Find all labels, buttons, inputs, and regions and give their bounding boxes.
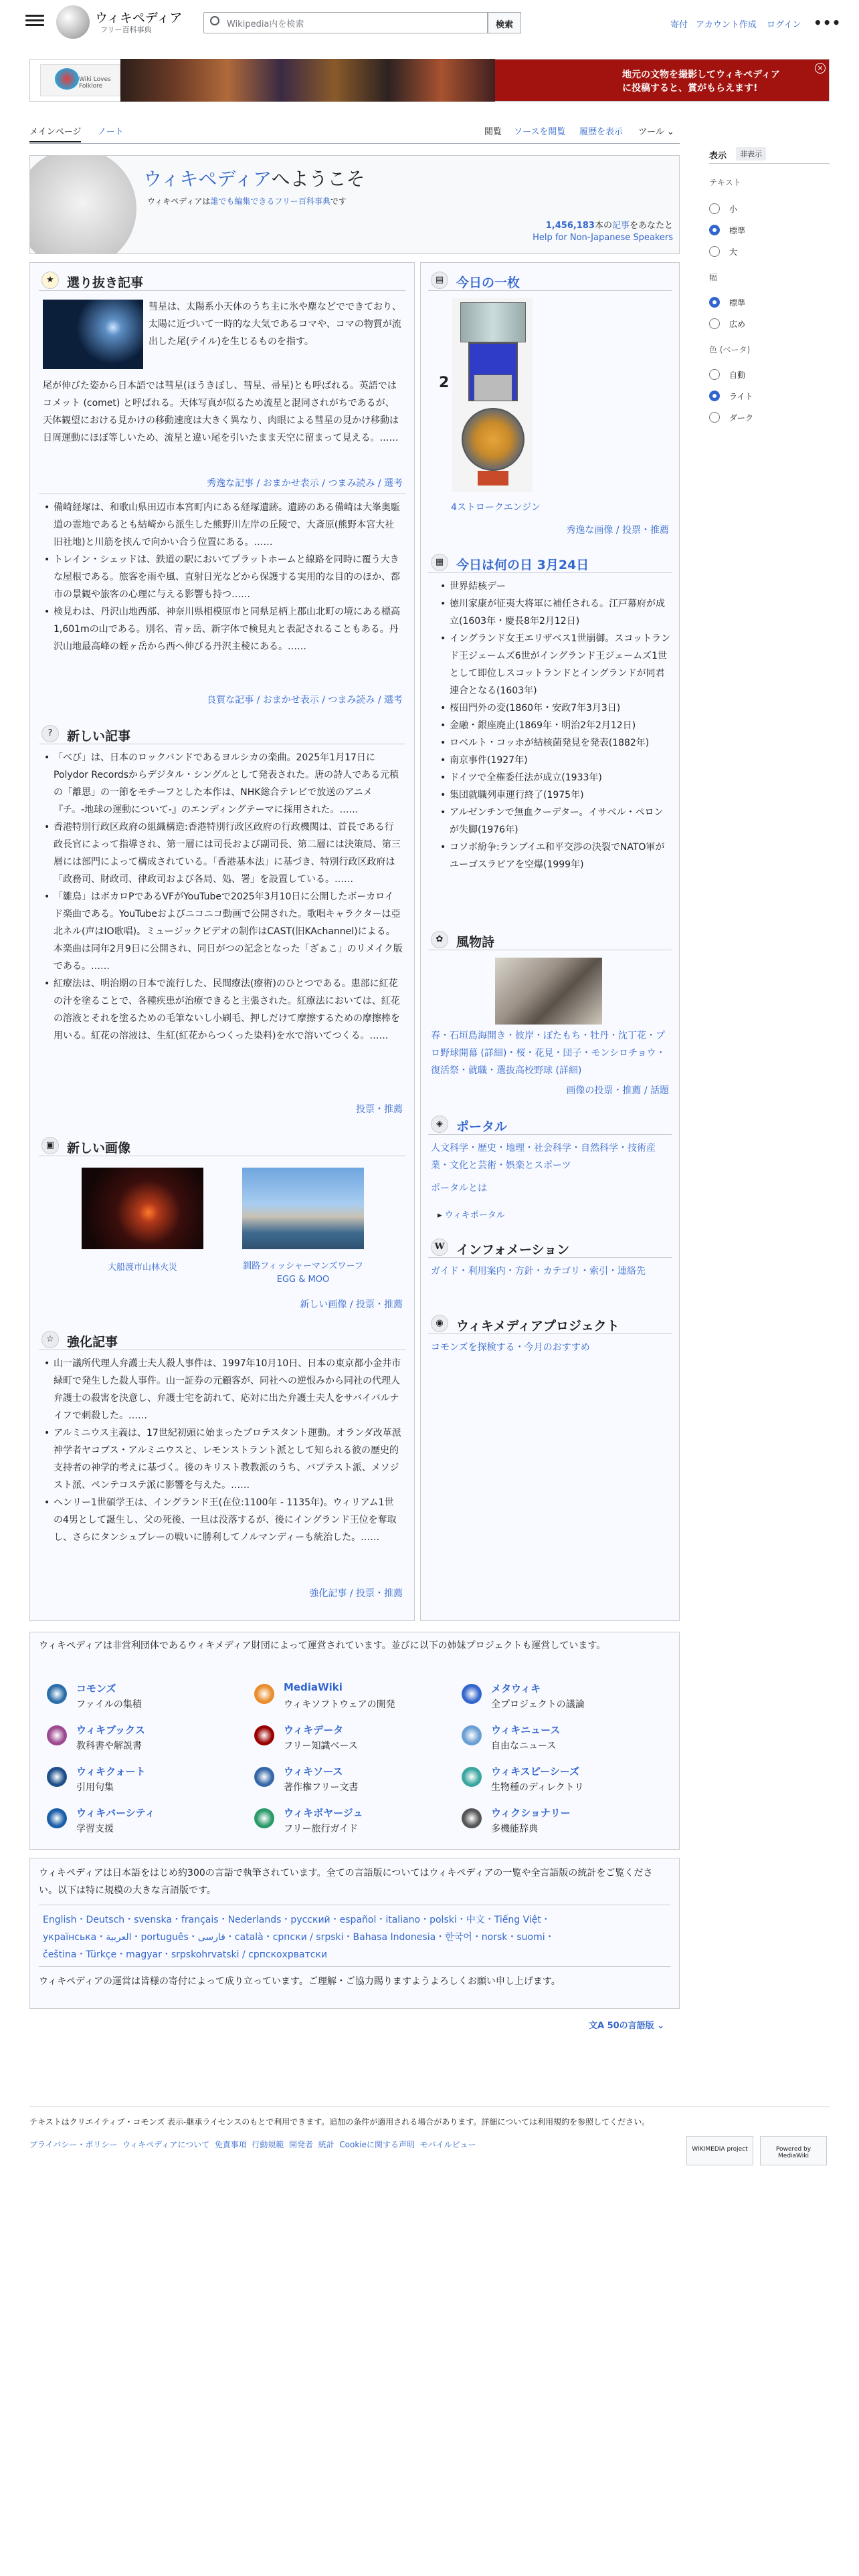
languages-line1[interactable]: English・Deutsch・svenska・français・Nederlands・русский・español・italiano・polski・中文・Tiếng Việt・ (43, 1915, 551, 1925)
portal-expand-label: ウィキポータル (444, 1210, 505, 1220)
reinforced-links[interactable]: 強化記事 / 投票・推薦 (309, 1588, 403, 1599)
hide-appearance-button[interactable]: 非表示 (736, 147, 766, 160)
seasonal-heading: 風物詩 (456, 935, 495, 950)
project-heading: ウィキメディアプロジェクト (456, 1319, 619, 1333)
sister-project-desc: 自由なニュース (491, 1741, 557, 1751)
engine-crank (462, 408, 524, 471)
new-articles-links[interactable]: 投票・推薦 (356, 1104, 403, 1115)
list-item: • 「べび」は、日本のロックバンドであるヨルシカの楽曲。2025年1月17日にPolydor Recordsからデジタル・シングルとして発表された。唐の詩人である元稹の「離思」の一節をモチーフとした本作は、NHK総合テレビで放送のアニメ『チ。-地球の運動について-』のエンディングテーマに採用された。…… (43, 749, 403, 819)
wikimedia-badge[interactable] (686, 2136, 753, 2165)
welcome-title-link[interactable]: ウィキペディア (143, 168, 272, 190)
languages-divider-2 (39, 1966, 670, 1967)
list-item: • 「雛鳥」はボカロPであるVFがYouTubeで2025年3月10日に公開したボーカロイド楽曲である。YouTubeおよびニコニコ動画で公開された。歌唱キャラクターは亞北ネル(声はIO歌唱)。ミュージックビデオの制作はCAST(旧KAchannel)による。本楽曲は同年2月9日に公開され、同日がつの記念となった「ざぁこ」のリメイク版である。…… (43, 888, 403, 975)
site-title[interactable]: ウィキペディア (95, 11, 183, 25)
sister-project-icon[interactable] (254, 1684, 274, 1704)
list-item: • 世界結核デー (439, 578, 672, 595)
picture-icon: ▤ (431, 272, 448, 289)
chevron-down-icon: ⌄ (657, 2021, 665, 2031)
sister-project-name[interactable]: ウィキボヤージュ (284, 1807, 363, 1819)
site-tagline: フリー百科事典 (100, 25, 152, 34)
login-link[interactable]: ログイン (767, 20, 801, 30)
text-size-small-radio[interactable] (709, 203, 720, 214)
reinforced-list (43, 1355, 403, 1546)
list-item: • 徳川家康が征夷大将軍に補任される。江戸幕府が成立(1603年・慶長8年2月12日) (439, 595, 672, 630)
tab-tools[interactable] (638, 124, 674, 137)
list-item: • コソボ紛争:ランブイエ和平交渉の決裂でNATO軍がユーゴスラビアを空爆(1999年) (439, 839, 672, 873)
list-item: • 備崎経塚は、和歌山県田辺市本宮町内にある経塚遺跡。遺跡のある備崎は大峯奥駈道の霊地であるとも結崎から派生した熊野川左岸の丘陵で、大斎原(熊野本宮大社旧社地)と川筋を挟んで向かい合う位置にある。…… (43, 499, 403, 551)
featured-lead: 彗星は、太陽系小天体のうち主に氷や塵などでできており、太陽に近づいて一時的な大気であるコマや、コマの物質が流出した尾(テイル)を生じるものを指す。 (149, 302, 401, 347)
color-label: 色 (ベータ) (709, 345, 751, 354)
welcome-sub-post: です (330, 197, 347, 206)
sister-project-desc: フリー知識ベース (284, 1741, 358, 1751)
featured-heading: 選り抜き記事 (67, 276, 144, 290)
sister-project-desc: 著作権フリー文書 (284, 1782, 359, 1793)
list-item: • アルミニウス主義は、17世紀初頭に始まったプロテスタント運動。オランダ改革派神学者ヤコブス・アルミニウスと、レモンストラント派として知られる彼の歴史的支持者の神学的考えに基づく。後のキリスト教教派のうち、バプテスト派、メソジスト派、ペンテコステ派に影響を与えた。…… (43, 1424, 403, 1494)
banner-text[interactable] (622, 68, 780, 95)
sister-project-name[interactable]: MediaWiki (284, 1681, 343, 1693)
donate-link[interactable]: 寄付 (670, 20, 688, 30)
new-images-links[interactable]: 新しい画像 / 投票・推薦 (300, 1299, 403, 1310)
sister-project-icon[interactable] (254, 1725, 274, 1745)
list-item: • ヘンリー1世碩学王は、イングランド王(在位:1100年 - 1135年)。ウィリアム1世の4男として誕生し、父の死後、一旦は没落するが、後にイングランド王位を奪取し、さらにタンシュブレーの戦いに勝利してノルマンディーも統治した。…… (43, 1494, 403, 1546)
wikipedia-w-icon: W (431, 1239, 448, 1256)
sister-project-desc: 生物種のディレクトリ (491, 1782, 584, 1793)
today-list (439, 578, 672, 873)
anyone-can-edit-link[interactable]: 誰でも編集できる (210, 197, 275, 206)
list-item: • 紅療法は、明治期の日本で流行した、民間療法(療術)のひとつである。患部に紅花の汁を塗ることで、各種疾患が治療できると主張された。紅療法においては、紅花の溶液とそれを塗るための毛筆ないし小刷毛、押しだけて摩擦するための摩擦棒を用いる。紅花の溶液は、生紅(紅花からつくった染料)を水で溶いてつくる。…… (43, 975, 403, 1045)
main-menu-button[interactable] (25, 12, 44, 31)
width-label: 幅 (709, 273, 718, 282)
sister-project-icon[interactable] (47, 1808, 67, 1828)
translate-icon: 文A (589, 2021, 605, 2031)
sister-project-name[interactable]: ウィキバーシティ (76, 1807, 155, 1819)
engine-head (460, 302, 526, 342)
languages-intro: ウィキペディアは日本語をはじめ約300の言語で執筆されています。全ての言語版についてはウィキペディアの一覧や全言語版の統計をご覧ください。以下は特に規模の大きな言語版です。 (39, 1868, 653, 1896)
potd-divider (428, 290, 672, 291)
sister-project-desc: 学習支援 (76, 1824, 114, 1834)
text-size-large-radio[interactable] (709, 246, 720, 257)
text-size-label: テキスト (709, 178, 741, 187)
seasonal-links[interactable]: 画像の投票・推薦 / 話題 (566, 1085, 669, 1096)
sister-project-desc: 引用句集 (76, 1782, 114, 1793)
site-header (0, 0, 859, 47)
flower-icon: ✿ (431, 931, 448, 948)
potd-caption[interactable]: 4ストロークエンジン (451, 502, 541, 513)
sister-project-name[interactable]: コモンズ (76, 1683, 116, 1695)
help-non-japanese-link[interactable]: Help for Non-Japanese Speakers (533, 233, 673, 243)
list-item: • ドイツで全権委任法が成立(1933年) (439, 769, 672, 786)
list-item: • 金融・銀座廃止(1869年・明治2年2月12日) (439, 717, 672, 734)
appearance-divider (709, 163, 830, 164)
article-count (428, 218, 673, 231)
portal-heading[interactable]: ポータル (456, 1119, 508, 1134)
color-dark-label: ダーク (729, 413, 754, 423)
image-caption[interactable]: 釧路フィッシャーマンズワーフEGG & MOO (243, 1261, 363, 1285)
banner-text-line2: に投稿すると、賞がもらえます! (622, 83, 758, 94)
star-outline-icon: ☆ (41, 1331, 59, 1348)
color-auto-radio[interactable] (709, 369, 720, 380)
portal-about-link[interactable]: ポータルとは (431, 1183, 487, 1194)
sister-project-name[interactable]: ウィキブックス (76, 1724, 145, 1736)
wikimedia-icon: ◉ (431, 1315, 448, 1332)
tab-main-page[interactable]: メインページ (29, 124, 81, 142)
portal-icon: ◈ (431, 1115, 448, 1133)
seasonal-text[interactable]: 春・石垣島海開き・彼岸・ぼたもち・牡丹・沈丁花・プロ野球開幕 (詳細)・桜・花見・団子・モンシロチョウ・復活祭・就職・選抜高校野球 (詳細) (431, 1031, 666, 1076)
project-divider (428, 1333, 672, 1334)
potd-heading[interactable]: 今日の一枚 (456, 276, 520, 290)
color-dark-radio[interactable] (709, 412, 720, 423)
image-caption[interactable]: 大船渡市山林火災 (107, 1263, 177, 1273)
list-item: • イングランド女王エリザベス1世崩御。スコットランド王ジェームズ6世がイングランド王ジェームズ1世として即位しスコットランドとイングランドが同君連合となる(1603年) (439, 630, 672, 700)
tab-read[interactable]: 閲覧 (484, 127, 502, 137)
image-icon: ▣ (41, 1137, 59, 1154)
wikipedia-globe-icon (29, 155, 136, 254)
list-item: • 香港特別行政区政府の組織構造:香港特別行政区政府の行政機関は、首長である行政長官によって指導され、第一層には司長および副司長、第二層には決策局、第三層には部門によって構成されている。「香港基本法」に基づき、特別行政区政府は「政務司、財政司、律政司および各局、処、署」を設置している。…… (43, 819, 403, 888)
languages-line2[interactable]: українська・العربية・português・فارسی・català・српски / srpski・Bahasa Indonesia・한국어・norsk・suomi・ (43, 1932, 555, 1943)
text-size-standard-radio[interactable] (709, 225, 720, 235)
text-size-standard-label: 標準 (729, 226, 746, 235)
featured-divider (39, 290, 405, 291)
question-icon: ? (41, 725, 59, 742)
banner-photo (120, 59, 495, 102)
list-item: • ロベルト・コッホが結核菌発見を発表(1882年) (439, 734, 672, 752)
list-item: • アルゼンチンで無血クーデター。イサベル・ペロンが失脚(1976年) (439, 804, 672, 839)
color-light-label: ライト (729, 392, 753, 401)
languages-line3[interactable]: čeština・Türkçe・magyar・srpskohrvatski / српскохрватски (43, 1949, 327, 1960)
welcome-subtitle (147, 195, 347, 207)
engine-base (478, 471, 508, 486)
bird-image[interactable] (495, 958, 602, 1025)
new-articles-heading: 新しい記事 (67, 729, 131, 744)
mediawiki-badge[interactable] (760, 2136, 827, 2165)
wikimedia-badge-text: WIKIMEDIA project (692, 2146, 748, 2153)
width-standard-radio[interactable] (709, 297, 720, 308)
language-switcher[interactable] (589, 2018, 664, 2031)
new-articles-list (43, 749, 403, 1045)
list-item: • 桜田門外の変(1860年・安政7年3月3日) (439, 700, 672, 717)
potd-links[interactable]: 秀逸な画像 / 投票・推薦 (566, 525, 669, 536)
engine-stroke-number: 2 (439, 374, 450, 391)
sister-project-desc: 全プロジェクトの議論 (491, 1699, 585, 1710)
heart-globe-icon (55, 68, 79, 90)
sister-project-name[interactable]: ウィキデータ (284, 1724, 344, 1736)
project-text[interactable]: コモンズを探検する・今月のおすすめ (431, 1342, 590, 1353)
list-item: • 検見わは、丹沢山地西部、神奈川県相模原市と同県足柄上郡山北町の境にある標高1,601mの山である。別名、青ヶ岳、新字体で検見丸と表記されることもある。丹沢山地最高峰の蛭ヶ岳から西へ伸びる丹沢主稜にある。…… (43, 603, 403, 655)
comet-image[interactable] (43, 300, 143, 369)
sister-project-icon[interactable] (462, 1808, 482, 1828)
donation-notice: ウィキペディアの運営は皆様の寄付によって成り立っています。ご理解・ご協力賜りますようよろしくお願い申し上げます。 (39, 1976, 561, 1987)
welcome-title (143, 165, 365, 191)
sister-project-icon[interactable] (47, 1767, 67, 1787)
sister-project-name[interactable]: メタウィキ (491, 1683, 541, 1695)
sister-project-icon[interactable] (47, 1725, 67, 1745)
kushiro-wharf-image[interactable] (242, 1168, 364, 1249)
tab-talk[interactable]: ノート (98, 127, 124, 137)
width-standard-label: 標準 (729, 298, 746, 308)
mediawiki-badge-text: Powered by MediaWiki (775, 2146, 812, 2159)
article-count-mid: 本の (594, 221, 612, 231)
info-text[interactable]: ガイド・利用案内・方針・カテゴリ・索引・連絡先 (431, 1266, 646, 1277)
wildfire-image[interactable] (82, 1168, 203, 1249)
create-account-link[interactable]: アカウント作成 (696, 20, 757, 30)
sister-project-icon[interactable] (462, 1725, 482, 1745)
sister-project-desc: ウィキソフトウェアの開発 (284, 1699, 395, 1710)
appearance-title: 表示 (709, 151, 727, 161)
sister-project-desc: ファイルの集積 (76, 1699, 142, 1710)
tabs-divider (29, 143, 680, 144)
chevron-down-icon: ⌄ (666, 127, 674, 137)
sister-project-name[interactable]: ウィキニュース (491, 1724, 561, 1736)
portal-text[interactable]: 人文科学・歴史・地理・社会科学・自然科学・技術産業・文化と芸術・娯楽とスポーツ (431, 1143, 656, 1171)
today-heading[interactable]: 今日は何の日 3月24日 (456, 558, 589, 572)
good-articles-links[interactable]: 良質な記事 / おまかせ表示 / つまみ読み / 選考 (207, 695, 403, 706)
free-encyclopedia-link[interactable]: フリー百科事典 (274, 197, 330, 206)
featured-links[interactable]: 秀逸な記事 / おまかせ表示 / つまみ読み / 選考 (207, 478, 403, 489)
calendar-icon: ▦ (431, 554, 448, 571)
banner-logo-text: Wiki Loves Folklore (79, 76, 111, 90)
close-icon[interactable]: × (815, 63, 826, 74)
sister-project-icon[interactable] (462, 1684, 482, 1704)
text-size-small-label: 小 (729, 205, 738, 214)
portal-expand[interactable] (438, 1208, 505, 1220)
list-item: • 山一議所代理人弁護士夫人殺人事件は、1997年10月10日、日本の東京都小金井市緑町で発生した殺人事件。山一証券の元顧客が、同社への逆恨みから同社の代理人弁護士の殺害を決意し、弁護士宅を訪れて、応対に出た弁護士夫人をサバイバルナイフで刺殺した。…… (43, 1355, 403, 1424)
article-count-number[interactable]: 1,456,183 (545, 221, 595, 231)
width-wide-radio[interactable] (709, 318, 720, 329)
search-button[interactable]: 検索 (488, 12, 521, 33)
color-auto-label: 自動 (729, 370, 746, 380)
info-divider (428, 1257, 672, 1258)
footer-links[interactable]: プライバシー・ポリシー ウィキペディアについて 免責事項 行動規範 開発者 統計 Cookieに関する声明 モバイルビュー (29, 2140, 476, 2149)
good-articles-list (43, 499, 403, 655)
tab-history[interactable]: 履歴を表示 (579, 127, 624, 137)
sister-project-icon[interactable] (462, 1767, 482, 1787)
color-light-radio[interactable] (709, 391, 720, 401)
language-count: 50の言語版 (607, 2021, 654, 2031)
today-divider (428, 572, 672, 573)
sister-project-desc: フリー旅行ガイド (284, 1824, 359, 1834)
list-item: • 集団就職列車運行終了(1975年) (439, 786, 672, 804)
sister-project-desc: 教科書や解説書 (76, 1741, 142, 1751)
reinforced-heading: 強化記事 (67, 1335, 118, 1350)
search-icon (210, 16, 219, 25)
welcome-sub-pre: ウィキペディアは (147, 197, 211, 206)
text-size-large-label: 大 (729, 247, 738, 257)
license-text: テキストはクリエイティブ・コモンズ 表示-継承ライセンスのもとで利用できます。追加の条件が適用される場合があります。詳細については利用規約を参照してください。 (29, 2117, 650, 2127)
article-count-post: をあなたと (629, 221, 673, 231)
article-link[interactable]: 記事 (611, 221, 630, 231)
engine-piston (474, 374, 512, 401)
portal-divider (428, 1134, 672, 1135)
sister-project-name[interactable]: ウィキクォート (76, 1765, 146, 1778)
list-item: • トレイン・シェッドは、鉄道の駅においてプラットホームと線路を同時に覆う大きな屋根である。旅客を雨や風、直射日光などから保護する実用的な目的のほか、都市の景観や旅客の心理に与える影響も持つ…… (43, 551, 403, 603)
width-wide-label: 広め (729, 320, 746, 329)
banner-text-line1: 地元の文物を撮影してウィキペディア (622, 70, 781, 80)
tab-tools-label: ツール (638, 127, 664, 137)
search-input[interactable]: Wikipedia内を検索 (203, 12, 488, 33)
new-images-heading: 新しい画像 (67, 1141, 131, 1156)
featured-body: 尾が伸びた姿から日本語では彗星(ほうきぼし、彗星、帚星)とも呼ばれる。英語ではコメット (comet) と呼ばれる。天体写真が似るため流星と混同されがちであるが、天体観望における見かけの移動速度は大きく異なり、肉眼による彗星の見かけ移動は日周運動にほぼ等しいため、流星と違い尾を引いたまま天空に留まって見える。…… (43, 381, 399, 443)
sister-project-name[interactable]: ウィクショナリー (491, 1807, 571, 1819)
sister-project-icon[interactable] (254, 1767, 274, 1787)
sister-project-name[interactable]: ウィキスピーシーズ (491, 1765, 580, 1778)
sister-project-icon[interactable] (47, 1684, 67, 1704)
tab-view-source[interactable]: ソースを閲覧 (514, 127, 566, 137)
sister-project-desc: 多機能辞典 (491, 1824, 538, 1834)
sister-project-icon[interactable] (254, 1808, 274, 1828)
more-options-button[interactable]: ••• (814, 15, 842, 31)
star-icon: ★ (41, 272, 59, 289)
info-heading: インフォメーション (456, 1243, 570, 1257)
chevron-right-icon: ▸ (438, 1210, 442, 1220)
sister-project-name[interactable]: ウィキソース (284, 1765, 343, 1778)
welcome-title-rest: へようこそ (271, 168, 365, 190)
list-item: • 南京事件(1927年) (439, 752, 672, 769)
wikipedia-logo-icon[interactable] (56, 5, 90, 39)
sister-intro: ウィキペディアは非営利団体であるウィキメディア財団によって運営されています。並びに以下の姉妹プロジェクトも運営しています。 (39, 1640, 606, 1651)
